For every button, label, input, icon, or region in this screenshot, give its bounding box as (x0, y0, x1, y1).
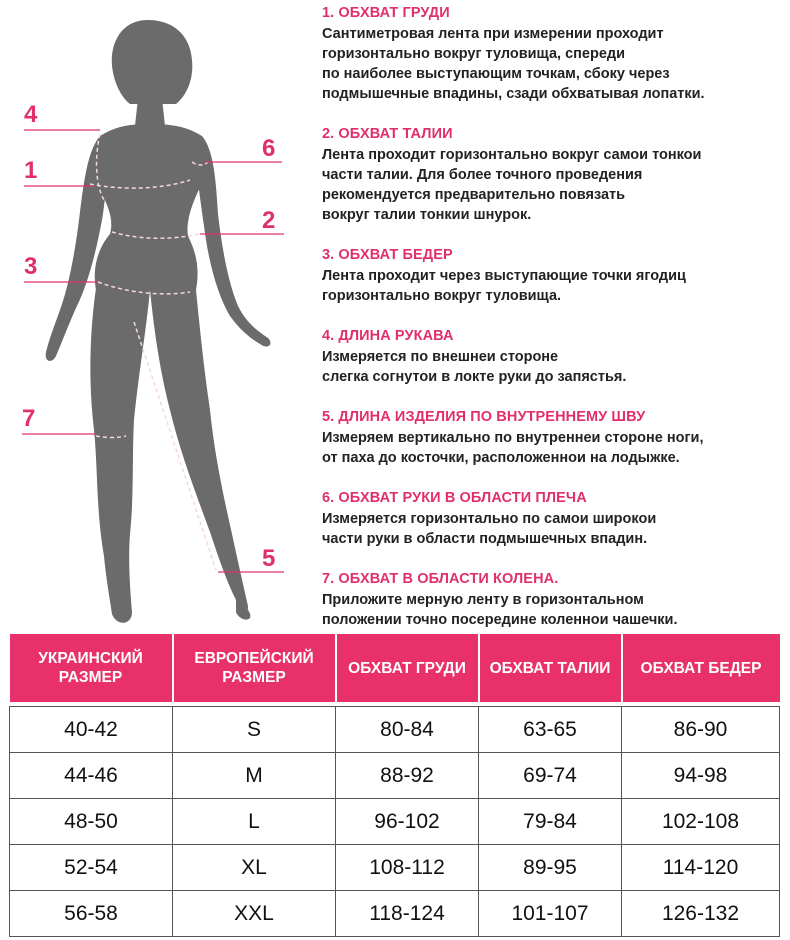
label-2: 2 (262, 207, 276, 234)
label-3: 3 (24, 253, 38, 280)
section-knee (322, 570, 787, 630)
cell-waist: 79-84 (479, 799, 622, 845)
header-ukrainian-size: УКРАИНСКИЙ РАЗМЕР (10, 634, 173, 702)
table-row (10, 707, 780, 753)
header-bust: ОБХВАТ ГРУДИ (336, 634, 479, 702)
section-hips (322, 246, 787, 306)
cell-ua-size: 40-42 (10, 707, 173, 753)
cell-eu-size: XXL (173, 891, 336, 937)
table-row (10, 753, 780, 799)
cell-bust: 96-102 (336, 799, 479, 845)
cell-waist: 101-107 (479, 891, 622, 937)
label-5: 5 (262, 545, 276, 572)
label-4: 4 (24, 101, 38, 128)
header-european-size: ЕВРОПЕЙСКИЙ РАЗМЕР (173, 634, 336, 702)
table-row (10, 799, 780, 845)
section-title: 5. ДЛИНА ИЗДЕЛИЯ ПО ВНУТРЕННЕМУ ШВУ (322, 409, 646, 425)
label-6: 6 (262, 135, 276, 162)
cell-bust: 88-92 (336, 753, 479, 799)
cell-hips: 94-98 (622, 753, 780, 799)
table-row (10, 891, 780, 937)
section-sleeve-length (322, 327, 787, 387)
section-text: Сантиметровая лента при измерении проходит горизонтально вокруг туловища, спереди по наиболее выступающим точкам, сбоку через подмышечные впадины, сзади обхватывая лопатки. (322, 26, 705, 102)
cell-ua-size: 48-50 (10, 799, 173, 845)
section-text: Лента проходит через выступающие точки ягодиц горизонтально вокруг туловища. (322, 268, 686, 304)
section-upper-arm (322, 489, 787, 549)
cell-waist: 89-95 (479, 845, 622, 891)
section-text: Измеряем вертикально по внутреннеи стороне ноги, от паха до косточки, расположеннои на лодыжке. (322, 430, 704, 466)
section-inseam (322, 408, 787, 468)
cell-eu-size: M (173, 753, 336, 799)
header-waist: ОБХВАТ ТАЛИИ (479, 634, 622, 702)
cell-bust: 118-124 (336, 891, 479, 937)
size-chart-table (9, 634, 780, 937)
section-text: Лента проходит горизонтально вокруг самои тонкои части талии. Для более точного проведения рекомендуется предварительно повязать вокруг талии тонкии шнурок. (322, 147, 702, 223)
cell-hips: 126-132 (622, 891, 780, 937)
cell-eu-size: L (173, 799, 336, 845)
cell-bust: 80-84 (336, 707, 479, 753)
table-header-row (10, 634, 780, 702)
body-silhouette-figure (0, 0, 310, 630)
silhouette (46, 20, 271, 623)
measurement-instructions (322, 4, 787, 651)
section-text: Приложите мерную ленту в горизонтальном положении точно посередине коленнои чашечки. (322, 592, 678, 628)
label-1: 1 (24, 157, 38, 184)
cell-hips: 114-120 (622, 845, 780, 891)
section-title: 2. ОБХВАТ ТАЛИИ (322, 126, 453, 142)
cell-bust: 108-112 (336, 845, 479, 891)
table-row (10, 845, 780, 891)
section-title: 6. ОБХВАТ РУКИ В ОБЛАСТИ ПЛЕЧА (322, 490, 587, 506)
cell-waist: 69-74 (479, 753, 622, 799)
section-title: 3. ОБХВАТ БЕДЕР (322, 247, 453, 263)
section-text: Измеряется горизонтально по самои широкои части руки в области подмышечных впадин. (322, 511, 657, 547)
section-bust (322, 4, 787, 104)
cell-hips: 102-108 (622, 799, 780, 845)
cell-eu-size: S (173, 707, 336, 753)
label-7: 7 (22, 405, 36, 432)
header-hips: ОБХВАТ БЕДЕР (622, 634, 780, 702)
cell-ua-size: 56-58 (10, 891, 173, 937)
cell-ua-size: 44-46 (10, 753, 173, 799)
section-title: 7. ОБХВАТ В ОБЛАСТИ КОЛЕНА. (322, 571, 559, 587)
cell-ua-size: 52-54 (10, 845, 173, 891)
cell-waist: 63-65 (479, 707, 622, 753)
section-title: 1. ОБХВАТ ГРУДИ (322, 5, 450, 21)
cell-eu-size: XL (173, 845, 336, 891)
section-text: Измеряется по внешнеи стороне слегка согнутои в локте руки до запястья. (322, 349, 627, 385)
section-title: 4. ДЛИНА РУКАВА (322, 328, 454, 344)
section-waist (322, 125, 787, 225)
cell-hips: 86-90 (622, 707, 780, 753)
